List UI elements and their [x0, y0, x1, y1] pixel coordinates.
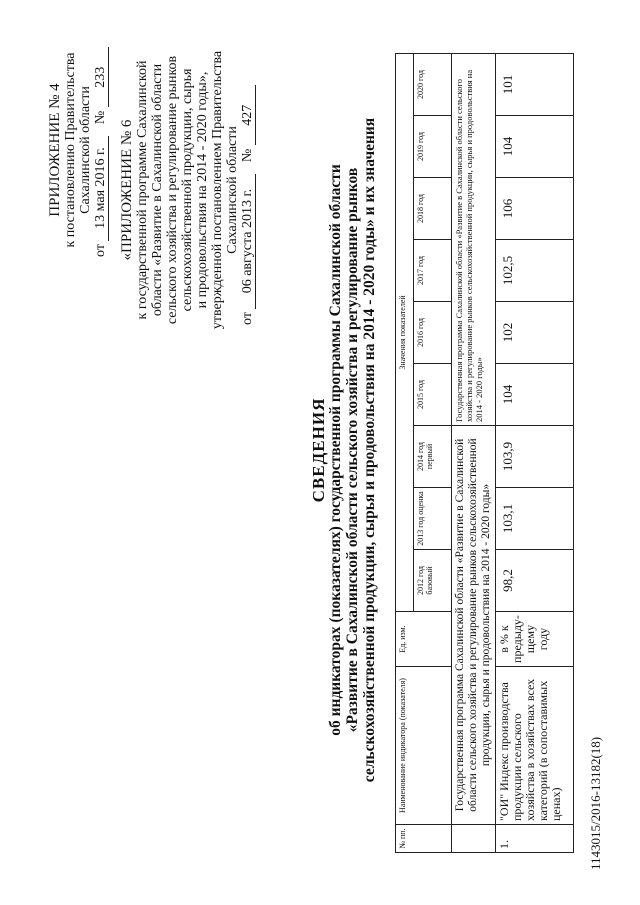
heading-line: сельскохозяйственной продукции, сырья и продовольствия на 2014 - 2020 годы» и их значения [361, 117, 378, 783]
header-year: 2020 год [414, 53, 452, 115]
row-value: 102,5 [496, 240, 574, 302]
appendix-6-block [120, 25, 256, 355]
row-value: 103,9 [496, 426, 574, 488]
appendix-4-line3: Сахалинской области [78, 86, 93, 214]
header-year: 2018 год [414, 178, 452, 240]
appendix-6-num-label: № [240, 148, 255, 163]
appendix-4-num-label: № [93, 110, 108, 125]
appendix-6-num: 427 [240, 85, 256, 145]
row-name: "ОИ" Индекс производства продукции сельского хозяйства в хозяйствах всех категорий (в сопоставимых ценах) [496, 667, 574, 825]
header-unit: Ед. изм. [396, 612, 452, 667]
appendix-6-line: Сахалинской области [225, 126, 240, 254]
appendix-4-prefix: от [93, 244, 108, 257]
appendix-4-date: 13 мая 2016 г. [93, 136, 109, 241]
document-heading [310, 15, 378, 885]
appendix-6-date: 06 августа 2013 г. [240, 174, 256, 309]
appendix-6-title: «ПРИЛОЖЕНИЕ № 6 [119, 119, 135, 261]
row-value: 103,1 [496, 488, 574, 550]
appendix-4-num: 233 [93, 47, 109, 107]
row-value: 102 [496, 302, 574, 364]
header-year: 2019 год [414, 116, 452, 178]
header-num: № пп. [396, 825, 452, 853]
heading-line: «Развитие в Сахалинской области сельского хозяйства и регулирование рынков [344, 167, 361, 733]
header-year: 2013 год оценка [414, 488, 452, 550]
program-row [452, 53, 496, 852]
row-value: 98,2 [496, 550, 574, 612]
appendix-4-title: ПРИЛОЖЕНИЕ № 4 [47, 83, 63, 217]
appendix-6-prefix: от [240, 312, 255, 325]
table-row [496, 53, 574, 852]
row-value: 104 [496, 364, 574, 426]
appendix-6-line: к государственной программе Сахалинской [135, 60, 150, 320]
header-name: Наименование индикатора (показателя) [396, 667, 452, 825]
row-value: 101 [496, 53, 574, 115]
header-values: Значения показателей [396, 53, 414, 611]
heading-title: СВЕДЕНИЯ [309, 397, 328, 503]
appendix-6-line: и продовольствия на 2014 - 2020 годы», [195, 71, 210, 309]
row-num: 1. [496, 825, 574, 853]
row-value: 104 [496, 116, 574, 178]
indicators-table [395, 53, 574, 853]
header-year: 2015 год [414, 364, 452, 426]
appendix-6-line: области «Развитие в Сахалинской области [150, 63, 165, 317]
appendix-6-line: утвержденной постановлением Правительства [210, 50, 225, 330]
row-value: 106 [496, 178, 574, 240]
header-year: 2012 год базовый [414, 550, 452, 612]
header-year: 2014 год первый [414, 426, 452, 488]
header-year: 2016 год [414, 302, 452, 364]
appendix-4-block [48, 35, 109, 265]
appendix-6-line: сельского хозяйства и регулирование рынков [165, 55, 180, 325]
appendix-4-line2: к постановлению Правительства [63, 52, 78, 248]
appendix-4-date-row [93, 35, 109, 257]
program-title-left: Государственная программа Сахалинской области «Развитие в Сахалинской области сельского хозяйства и регулирование рынков сельскохозяйственной продукции, сырья и продовольствия на 2014 - 2020 годы» [452, 426, 496, 825]
appendix-6-date-row [240, 25, 256, 325]
program-title-right: Государственная программа Сахалинской области «Развитие в Сахалинской области сельского хозяйства и регулирование рынков сельскохозяйственной продукции, сырья и продовольствия на 2014 - 2020 годы» [452, 53, 496, 425]
header-year: 2017 год [414, 240, 452, 302]
appendix-6-line: сельскохозяйственной продукции, сырья [180, 68, 195, 312]
document-stamp: 1143015/2016-13182(18) [588, 736, 603, 870]
row-unit: в % к предыду-щему году [496, 612, 574, 667]
heading-line: об индикаторах (показателях) государственной программы Сахалинской области [327, 164, 344, 736]
